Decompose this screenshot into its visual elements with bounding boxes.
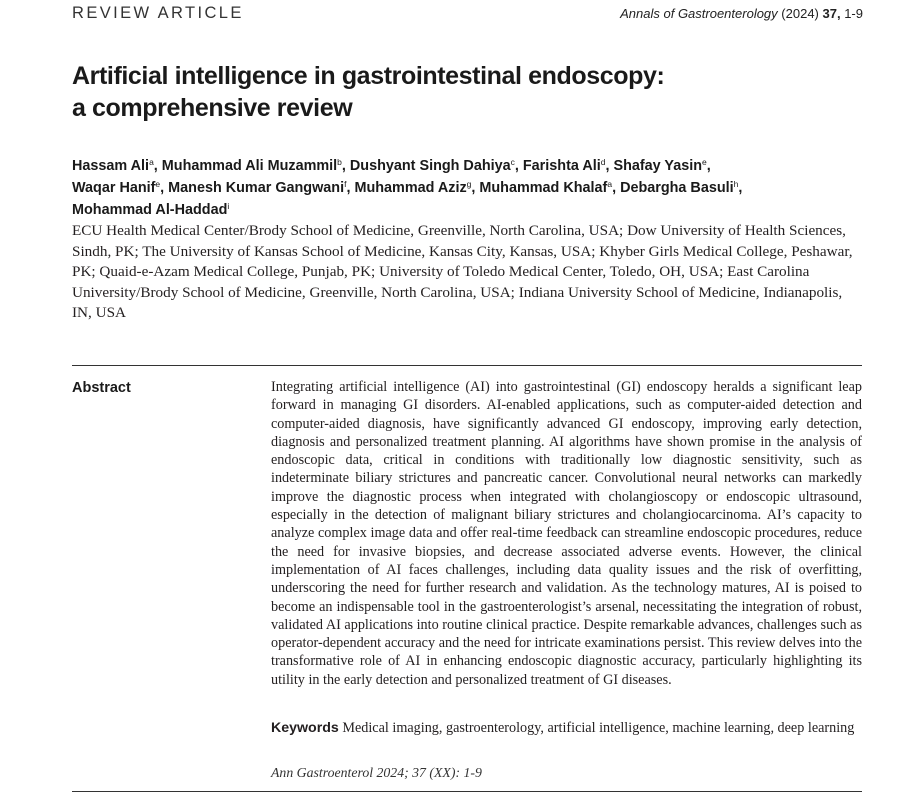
keywords-text: Medical imaging, gastroenterology, artificial intelligence, machine learning, deep learning <box>342 720 855 736</box>
author-affiliation-mark: f <box>344 179 347 189</box>
author-name: Muhammad Aziz <box>354 180 467 196</box>
author: Hassam Ali$^a$, <box>72 157 162 174</box>
author: Muhammad Khalaf$^a$, <box>479 179 621 196</box>
author-name: Muhammad Ali Muzammil <box>161 158 338 174</box>
author: Debargha Basuli$^h$, <box>620 179 743 196</box>
author-name: Mohammad Al-Haddad <box>72 202 228 218</box>
abstract-heading: Abstract <box>72 380 131 396</box>
affiliations: ECU Health Medical Center/Brody School of Medicine, Greenville, North Carolina, USA; Dow University of Health Sciences, Sindh, PK; The University of Kansas School of Medicine, Kansas City, Kansas, USA; Khyber Girls Medical College, Peshawar, PK; Quaid-e-Azam Medical College, Punjab, PK; University of Toledo Medical Center, Toledo, OH, USA; East Carolina University/Brody School of Medicine, Greenville, North Carolina, USA; Indiana University School of Medicine, Indianapolis, IN, USA <box>72 222 853 322</box>
author: Dushyant Singh Dahiya$^c$, <box>349 157 523 174</box>
author-affiliation-mark: c <box>510 157 515 167</box>
author-affiliation-mark: h <box>733 179 739 189</box>
author-affiliation-mark: i <box>227 201 230 211</box>
journal-pages: 1-9 <box>844 6 863 21</box>
citation-line: Ann Gastroenterol 2024; 37 (XX): 1-9 <box>271 765 482 780</box>
author: Waqar Hanif$^e$, <box>72 179 169 196</box>
author-affiliation-mark: b <box>337 157 342 167</box>
author-name: Shafay Yasin <box>613 158 702 174</box>
author: Farishta Ali$^d$, <box>522 157 614 174</box>
keywords-label: Keywords <box>271 720 339 736</box>
author-name: Waqar Hanif <box>72 180 156 196</box>
author-affiliation-mark: d <box>600 157 606 167</box>
author: Muhammad Ali Muzammil$^b$, <box>161 157 350 174</box>
journal-year: (2024) <box>781 6 819 21</box>
author: Shafay Yasin$^e$, <box>613 157 711 174</box>
article-type-label: REVIEW ARTICLE <box>72 4 244 22</box>
author-name: Debargha Basuli <box>620 180 734 196</box>
author-name: Hassam Ali <box>72 158 150 174</box>
author <box>72 202 229 218</box>
abstract-body: Integrating artificial intelligence (AI) into gastrointestinal (GI) endoscopy heralds a significant leap forward in managing GI disorders. AI-enabled applications, such as computer-aided detection and computer-aided diagnosis, have significantly advanced GI endoscopy, improving early detection, diagnosis and personalized treatment planning. AI algorithms have shown promise in the analysis of endoscopic data, critical in conditions with traditionally low diagnostic sensitivity, such as indeterminate biliary strictures and pancreatic cancer. Convolutional neural networks can markedly improve the diagnostic process when integrated with cholangioscopy or endoscopic ultrasound, especially in the detection of malignant biliary strictures and cholangiocarcinoma. AI’s capacity to analyze complex image data and offer real-time feedback can streamline endoscopic procedures, reduce the need for invasive biopsies, and decrease associated adverse events. However, the clinical implementation of AI faces challenges, including data quality issues and the risk of overfitting, underscoring the need for further research and validation. As the technology matures, AI is poised to become an indispensable tool in the gastroenterologist’s arsenal, necessitating the integration of robust, validated AI applications into routine clinical practice. Despite remarkable advances, challenges such as operator-dependent accuracy and the need for intricate examinations persist. This review delves into the transformative role of AI in enhancing endoscopic diagnostic accuracy, particularly highlighting its utility in the early detection and personalized treatment of GI diseases. <box>271 379 862 688</box>
author: Manesh Kumar Gangwani$^f$, <box>168 179 355 196</box>
author-affiliation-mark: a <box>149 157 154 167</box>
author-affiliation-mark: e <box>702 157 707 167</box>
author-affiliation-mark: g <box>466 179 472 189</box>
author-affiliation-mark: e <box>155 179 161 189</box>
journal-volume: 37, <box>822 6 841 21</box>
divider-bottom <box>72 791 862 792</box>
keywords-block <box>271 719 862 738</box>
article-title <box>72 60 852 124</box>
journal-reference <box>620 6 863 21</box>
author-list <box>72 155 862 221</box>
divider-top <box>72 365 862 366</box>
title-line-1: Artificial intelligence in gastrointestinal endoscopy: <box>72 62 665 90</box>
author-name: Manesh Kumar Gangwani <box>168 180 345 196</box>
author-affiliation-mark: a <box>607 179 613 189</box>
author-name: Farishta Ali <box>522 158 601 174</box>
author-name: Muhammad Khalaf <box>479 180 608 196</box>
author: Muhammad Aziz$^g$, <box>354 179 480 196</box>
author-name: Dushyant Singh Dahiya <box>349 158 511 174</box>
title-line-2: a comprehensive review <box>72 94 353 122</box>
journal-name: Annals of Gastroenterology <box>620 6 778 21</box>
